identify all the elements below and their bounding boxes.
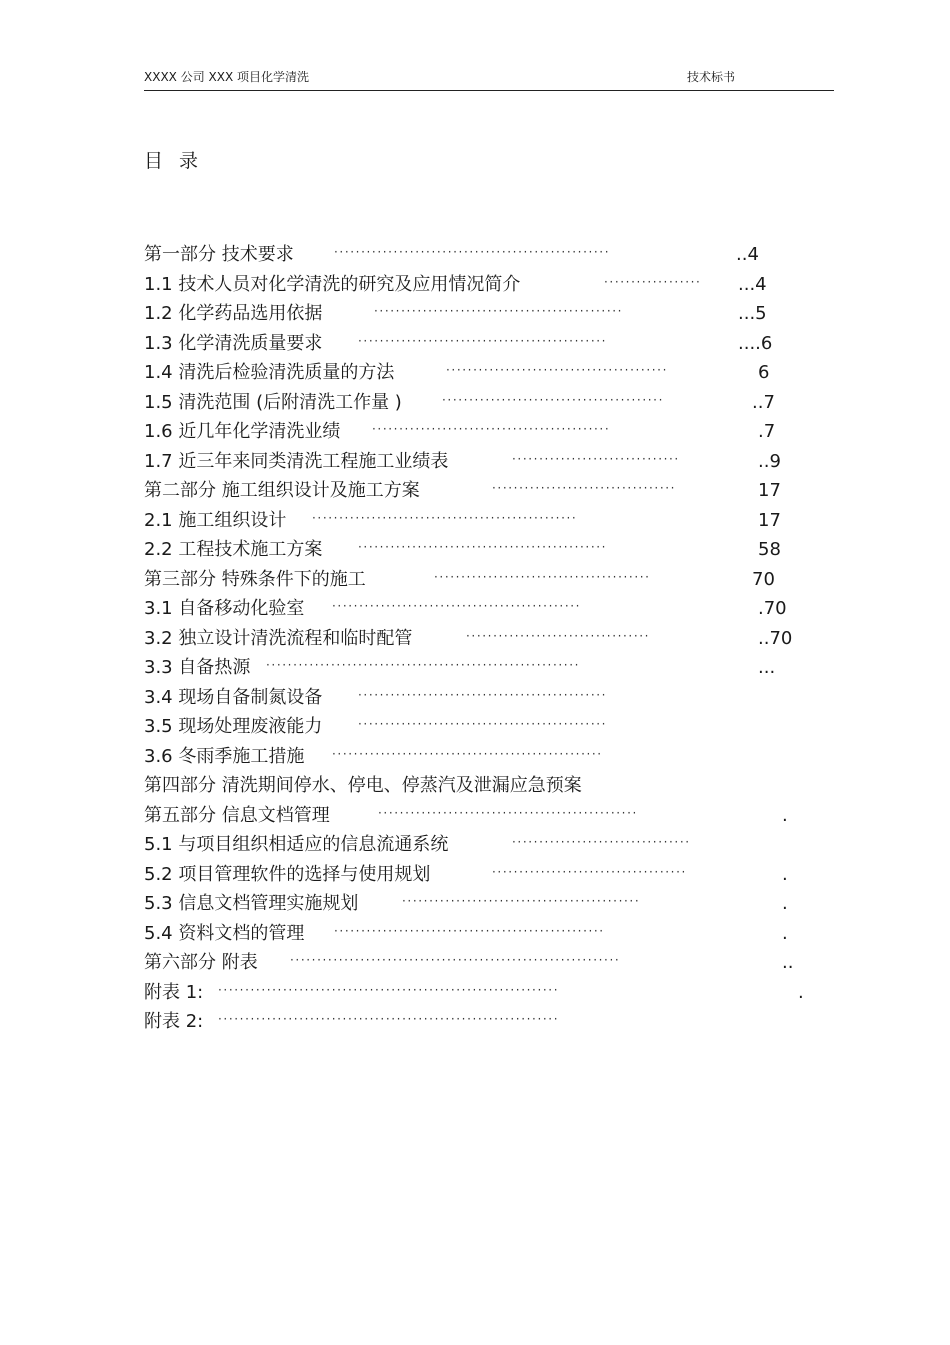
toc-entry-page-number: 17 [758,509,781,531]
toc-entry-page-number: .7 [758,421,776,442]
toc-entry[interactable] [144,417,844,447]
toc-entry-label: 第六部分 附表 [144,952,258,973]
toc-entry-page-number: 17 [758,480,781,501]
toc-entry-label: 3.3 自备热源 [144,657,251,678]
toc-entry-leader: ········································ [434,569,651,584]
toc-entry-page-number: ....6 [738,332,773,354]
toc-entry-page-number: 70 [752,568,775,590]
toc-title: 目录 [144,150,215,172]
toc-entry[interactable] [144,240,844,270]
toc-entry[interactable] [144,329,844,359]
toc-entry-label: 2.2 工程技术施工方案 [144,539,323,560]
toc-entry-label: 3.5 现场处理废液能力 [144,716,323,737]
toc-entry-label: 附表 2: [144,1011,204,1032]
toc-entry-leader: ········································· [442,392,664,407]
toc-entry-label: 第二部分 施工组织设计及施工方案 [144,480,420,501]
toc-entry-leader: ·················································· [334,923,605,938]
toc-entry-label: 5.3 信息文档管理实施规划 [144,893,359,914]
toc-entry-label: 3.1 自备移动化验室 [144,598,305,619]
toc-entry-page-number: ..4 [736,244,759,265]
toc-entry-label: 第一部分 技术要求 [144,244,294,265]
toc-entry-leader: ····························································· [290,953,621,967]
table-of-contents [144,240,844,1037]
toc-entry-page-number: ...4 [738,273,767,295]
toc-entry[interactable] [144,860,844,890]
toc-entry[interactable] [144,476,844,506]
toc-entry-page-number: ...5 [738,303,767,324]
toc-entry[interactable] [144,270,844,300]
toc-entry-leader: ······························································· [218,1012,560,1026]
toc-entry-page-number: ..70 [758,627,793,649]
toc-entry[interactable] [144,742,844,772]
toc-entry-label: 第三部分 特殊条件下的施工 [144,568,366,590]
toc-entry-label: 附表 1: [144,981,204,1003]
toc-entry-leader: ·············································· [374,304,624,318]
toc-entry[interactable] [144,771,844,801]
toc-entry-leader: ······························································· [218,982,560,997]
toc-entry[interactable] [144,653,844,683]
toc-entry-label: 3.6 冬雨季施工措施 [144,745,305,767]
toc-entry-leader: ··················································· [334,245,611,259]
toc-entry-label: 1.6 近几年化学清洗业绩 [144,421,341,442]
toc-entry[interactable] [144,919,844,949]
toc-entry-label: 3.4 现场自备制氮设备 [144,686,323,708]
toc-entry-leader: ·············································· [358,540,608,554]
toc-entry-leader: ·············································· [358,717,608,731]
toc-entry-page-number: .70 [758,598,787,619]
toc-entry[interactable] [144,299,844,329]
toc-entry-leader: ············································ [402,894,641,908]
toc-entry-leader: ················································· [312,510,578,525]
toc-entry-page-number: . [782,804,788,826]
toc-entry[interactable] [144,447,844,477]
toc-entry[interactable] [144,506,844,536]
toc-entry[interactable] [144,594,844,624]
toc-entry-page-number: ..7 [752,391,775,413]
toc-entry[interactable] [144,388,844,418]
toc-entry-leader: ·································· [466,628,651,643]
toc-entry[interactable] [144,712,844,742]
toc-entry[interactable] [144,683,844,713]
toc-entry-leader: ·························································· [266,658,581,672]
toc-entry[interactable] [144,801,844,831]
toc-entry[interactable] [144,1007,844,1037]
toc-entry-page-number: .. [782,952,794,973]
header-document-title: XXXX 公司 XXX 项目化学清洗 [144,70,309,84]
toc-entry-label: 1.3 化学清洗质量要求 [144,332,323,354]
toc-entry-page-number: . [782,893,788,914]
toc-entry-label: 1.4 清洗后检验清洗质量的方法 [144,362,395,383]
toc-entry-leader: ·············································· [358,687,608,702]
toc-entry-label: 1.1 技术人员对化学清洗的研究及应用情况简介 [144,273,521,295]
toc-entry[interactable] [144,978,844,1008]
header-document-type: 技术标书 [687,70,736,84]
toc-entry-label: 第四部分 清洗期间停水、停电、停蒸汽及泄漏应急预案 [144,775,582,796]
toc-entry-page-number: . [782,863,788,885]
toc-entry-label: 1.2 化学药品选用依据 [144,303,323,324]
toc-entry-leader: ············································ [372,422,611,436]
toc-entry-page-number: 58 [758,539,781,560]
toc-entry-page-number: ... [758,657,776,678]
toc-entry-leader: ·················· [604,274,702,289]
toc-entry-label: 1.7 近三年来同类清洗工程施工业绩表 [144,450,449,472]
toc-entry-leader: ······························· [512,451,680,466]
toc-entry-label: 5.4 资料文档的管理 [144,922,305,944]
toc-entry-leader: ································· [512,835,691,849]
toc-entry-leader: ·············································· [358,333,608,348]
toc-entry[interactable] [144,358,844,388]
toc-entry[interactable] [144,535,844,565]
toc-entry-leader: ···································· [492,864,687,879]
toc-entry-label: 5.1 与项目组织相适应的信息流通系统 [144,834,449,855]
toc-entry-leader: ·································· [492,481,677,495]
toc-entry-label: 1.5 清洗范围 (后附清洗工作量 ) [144,391,402,413]
toc-entry-label: 2.1 施工组织设计 [144,509,287,531]
toc-entry[interactable] [144,948,844,978]
toc-entry-leader: ········································· [446,363,668,377]
toc-entry-label: 第五部分 信息文档管理 [144,804,330,826]
toc-entry-page-number: ..9 [758,450,781,472]
toc-entry-leader: ·················································· [332,746,603,761]
page-header [144,66,834,91]
toc-entry-page-number: . [782,922,788,944]
toc-entry-label: 5.2 项目管理软件的选择与使用规划 [144,863,431,885]
toc-entry-label: 3.2 独立设计清洗流程和临时配管 [144,627,413,649]
toc-entry[interactable] [144,624,844,654]
toc-entry-leader: ················································ [378,805,638,820]
toc-entry-page-number: 6 [758,362,770,383]
toc-entry[interactable] [144,565,844,595]
toc-entry-leader: ·············································· [332,599,582,613]
toc-entry-page-number: . [798,981,804,1003]
toc-entry[interactable] [144,889,844,919]
toc-entry[interactable] [144,830,844,860]
